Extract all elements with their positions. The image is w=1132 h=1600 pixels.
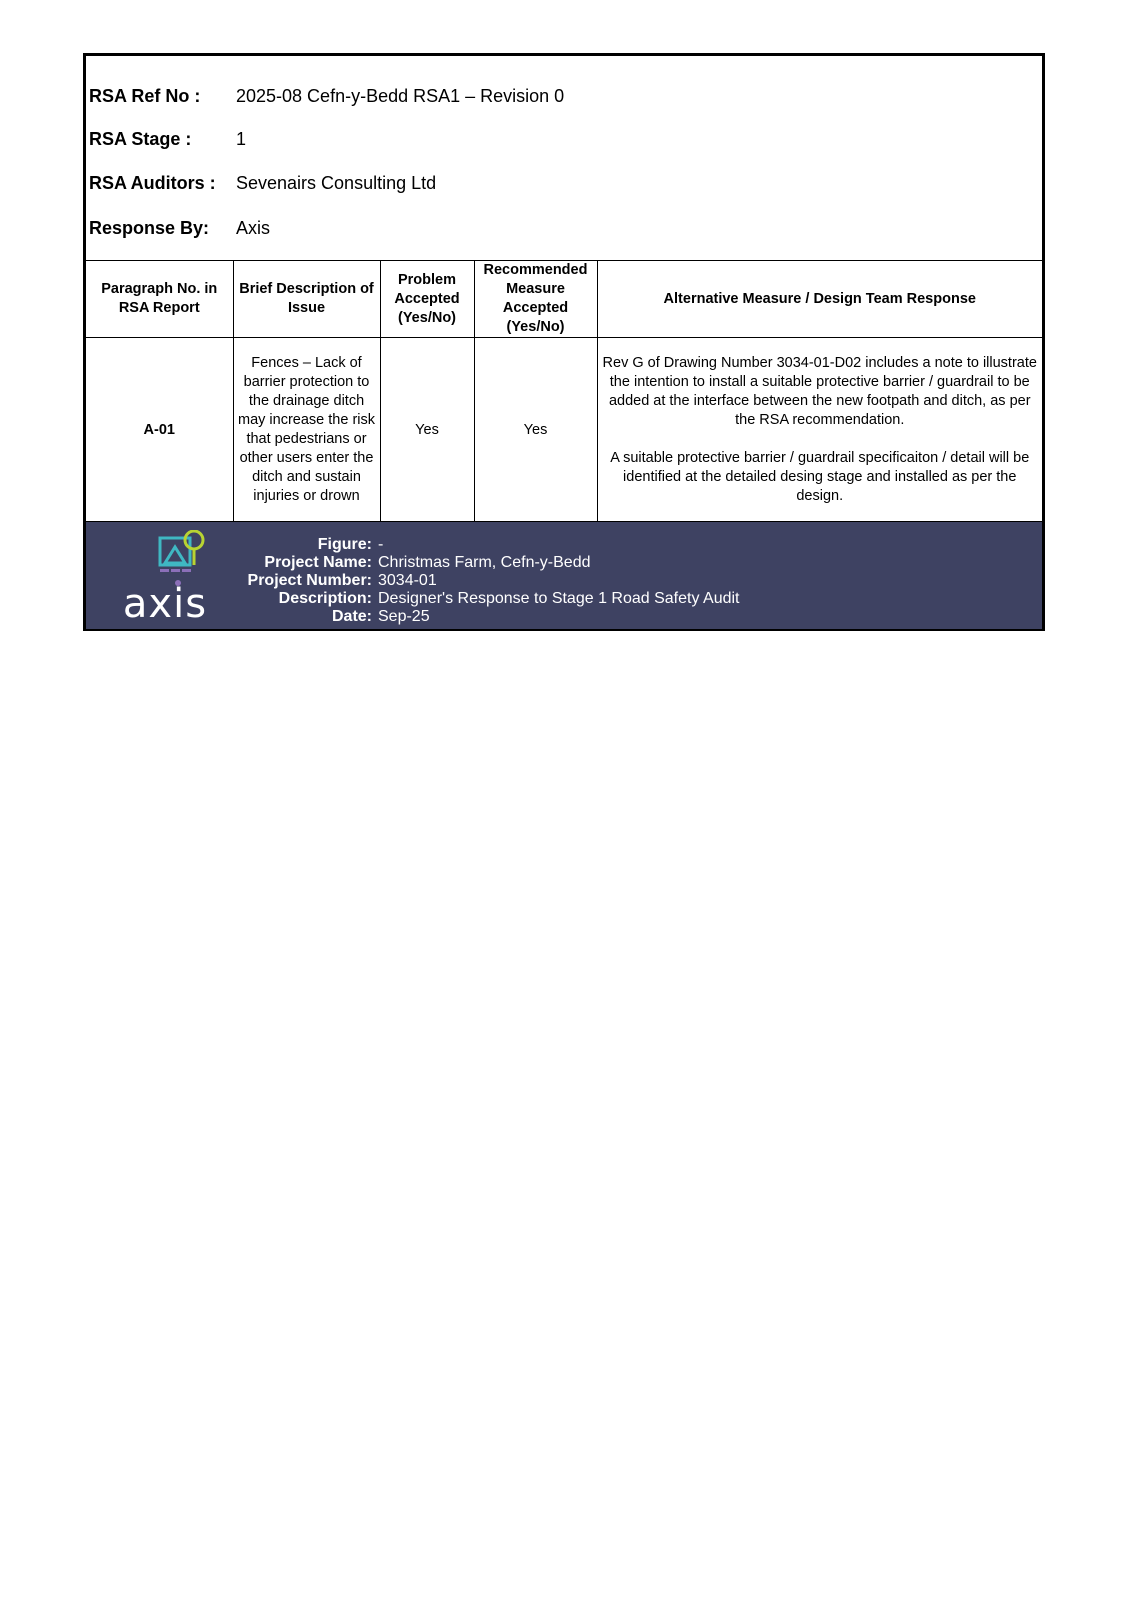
description-row	[216, 590, 740, 608]
rsa-response-sheet	[83, 53, 1045, 631]
response-by-label: Response By:	[89, 217, 210, 238]
project-name-label: Project Name:	[264, 554, 372, 571]
response-paragraph-1: Rev G of Drawing Number 3034-01-D02 includes a note to illustrate the intention to install a suitable protective barrier / guardrail to be added at the interface between the new footpath and ditch, as per the RSA recommendation.	[602, 355, 1037, 428]
col-header-problem-accepted: Problem Accepted (Yes/No)	[380, 261, 474, 338]
axis-logo	[110, 530, 220, 626]
description-label: Description:	[278, 590, 372, 607]
problem-accepted-cell: Yes	[380, 338, 474, 523]
col-header-description: Brief Description of Issue	[233, 261, 380, 338]
rsa-header-block	[86, 56, 1042, 260]
rsa-stage-value: 1	[236, 128, 247, 149]
col-header-measure-accepted: Recommended Measure Accepted (Yes/No)	[474, 261, 597, 338]
description-cell: Fences – Lack of barrier protection to the drainage ditch may increase the risk that pedestrians or other users enter the ditch and sustain injuries or drown	[233, 338, 380, 523]
rsa-ref-label: RSA Ref No :	[89, 85, 201, 106]
table-header-row	[86, 261, 1042, 338]
project-number-row	[216, 572, 740, 590]
project-name-row	[216, 554, 740, 572]
rsa-stage-label: RSA Stage :	[89, 128, 192, 149]
rsa-auditors-value: Sevenairs Consulting Ltd	[236, 172, 437, 193]
project-name-value: Christmas Farm, Cefn-y-Bedd	[378, 554, 591, 571]
response-paragraph-2: A suitable protective barrier / guardrail specificaiton / detail will be identified at the detailed desing stage and installed as per the design.	[610, 450, 1030, 504]
rsa-ref-value: 2025-08 Cefn-y-Bedd RSA1 – Revision 0	[236, 85, 565, 106]
project-number-label: Project Number:	[247, 572, 372, 589]
date-row	[216, 608, 740, 626]
figure-value: -	[378, 536, 384, 553]
project-number-value: 3034-01	[378, 572, 437, 589]
response-by-row	[89, 213, 270, 243]
response-table	[86, 260, 1042, 523]
date-label: Date:	[331, 608, 372, 625]
rsa-stage-row	[89, 124, 246, 154]
response-cell	[597, 338, 1042, 523]
table-row	[86, 338, 1042, 523]
axis-logo-text: axis	[122, 581, 208, 627]
col-header-response: Alternative Measure / Design Team Response	[597, 261, 1042, 338]
figure-label: Figure:	[317, 536, 372, 553]
date-value: Sep-25	[378, 608, 430, 625]
paragraph-cell: A-01	[86, 338, 233, 523]
axis-logo-icon	[110, 530, 220, 586]
description-value: Designer's Response to Stage 1 Road Safety Audit	[378, 590, 740, 607]
measure-accepted-cell: Yes	[474, 338, 597, 523]
project-footer	[86, 521, 1042, 629]
rsa-ref-row	[89, 81, 564, 111]
figure-row	[216, 536, 740, 554]
rsa-auditors-label: RSA Auditors :	[89, 172, 216, 193]
col-header-paragraph: Paragraph No. in RSA Report	[86, 261, 233, 338]
response-by-value: Axis	[236, 217, 271, 238]
project-info	[216, 536, 740, 626]
rsa-auditors-row	[89, 168, 436, 198]
